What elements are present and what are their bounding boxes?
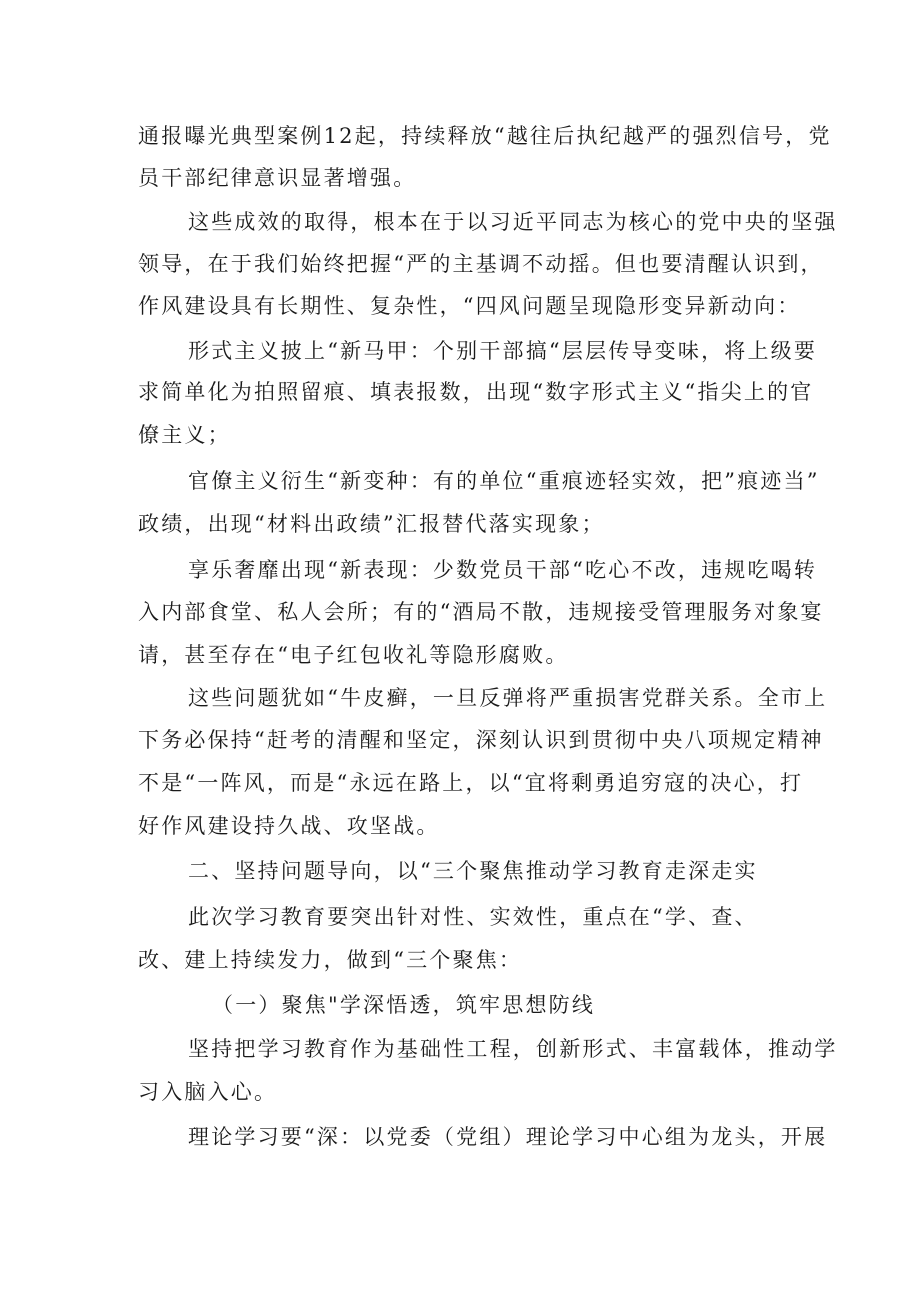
text-line-5: 作风建设具有长期性、复杂性，“四风问题呈现隐形变异新动向： xyxy=(138,294,801,318)
text-line-9: 官僚主义衍生“新变种：有的单位“重痕迹轻实效，把”痕迹当” xyxy=(188,469,820,493)
text-line-10: 政绩，出现“材料出政绩”汇报替代落实现象； xyxy=(138,512,605,536)
text-line-23: 习入脑入心。 xyxy=(138,1080,278,1104)
text-line-7: 求简单化为拍照留痕、填表报数，出现“数字形式主义“指尖上的官 xyxy=(138,380,814,404)
text-line-11: 享乐奢靡出现“新表现：少数党员干部“吃心不改，违规吃喝转 xyxy=(188,558,818,582)
text-line-12: 入内部食堂、私人会所；有的“酒局不散，违规接受管理服务对象宴 xyxy=(138,600,824,624)
text-line-16: 不是“一阵风，而是“永远在路上，以“宜将剩勇追穷寇的决心，打 xyxy=(138,771,804,795)
text-line-1: 通报曝光典型案例12起，持续释放“越往后执纪越严的强烈信号，党 xyxy=(138,124,832,148)
text-line-2: 员干部纪律意识显著增强。 xyxy=(138,166,417,190)
text-line-6: 形式主义披上“新马甲：个别干部搞“层层传导变味，将上级要 xyxy=(188,339,818,363)
text-line-3: 这些成效的取得，根本在于以习近平同志为核心的党中央的坚强 xyxy=(188,210,838,234)
text-line-20: 改、建上持续发力，做到“三个聚焦： xyxy=(138,948,523,972)
text-line-24: 理论学习要“深：以党委（党组）理论学习中心组为龙头，开展 xyxy=(188,1125,828,1149)
section-heading: 二、坚持问题导向，以“三个聚焦推动学习教育走深走实 xyxy=(188,859,758,883)
text-line-22: 坚持把学习教育作为基础性工程，创新形式、丰富载体，推动学 xyxy=(188,1037,838,1061)
text-line-15: 下务必保持“赶考的清醒和坚定，深刻认识到贯彻中央八项规定精神 xyxy=(138,728,824,752)
text-line-19: 此次学习教育要突出针对性、实效性，重点在“学、查、 xyxy=(188,905,758,929)
subsection-heading: （一）聚焦"学深悟透，筑牢思想防线 xyxy=(212,993,596,1017)
text-line-4: 领导，在于我们始终把握“严的主基调不动摇。但也要清醒认识到， xyxy=(138,252,824,276)
text-line-14: 这些问题犹如“牛皮癣，一旦反弹将严重损害党群关系。全市上 xyxy=(188,686,828,710)
text-line-8: 僚主义； xyxy=(138,423,231,447)
text-line-13: 请，甚至存在“电子红包收礼等隐形腐败。 xyxy=(138,643,569,667)
text-line-17: 好作风建设持久战、攻坚战。 xyxy=(138,814,440,838)
